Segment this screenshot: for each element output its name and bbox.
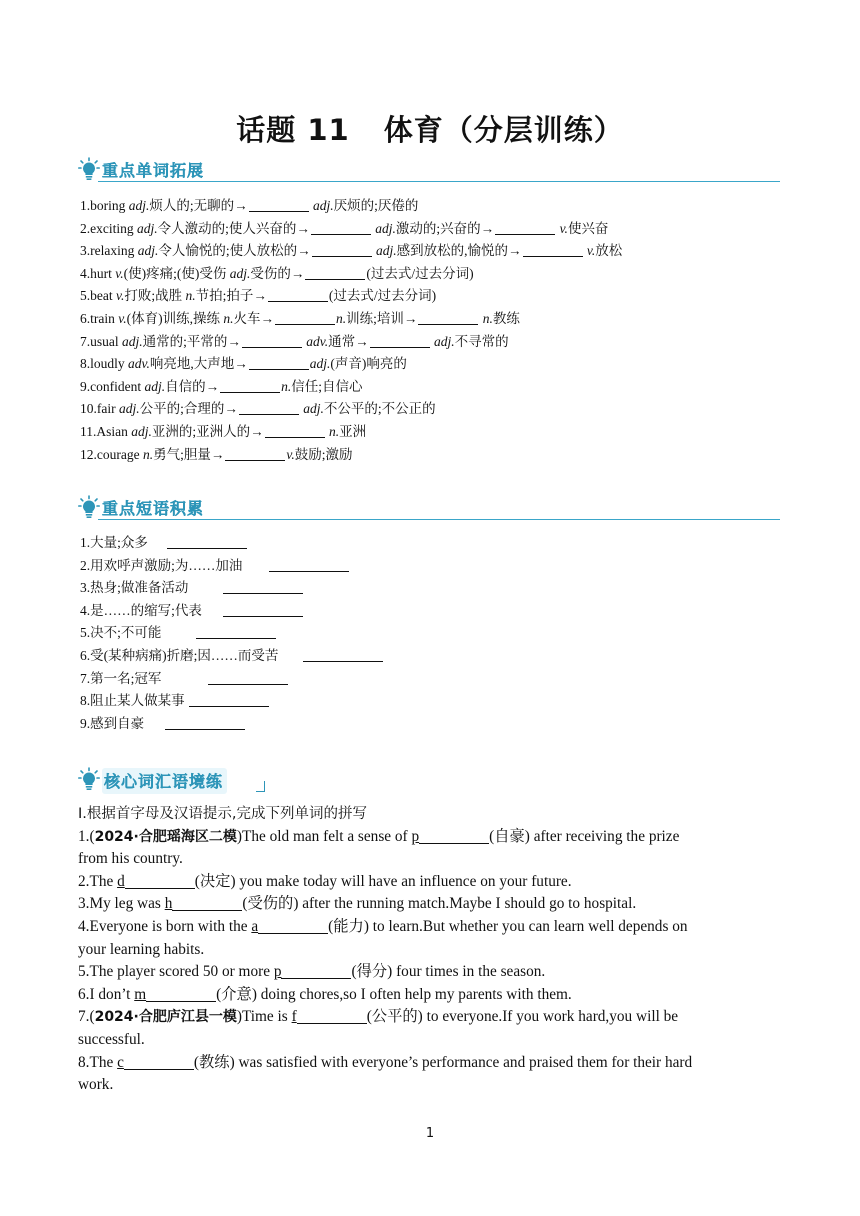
exercise-heading: Ⅰ.根据首字母及汉语提示,完成下列单词的拼写 (78, 806, 367, 822)
section-header-vocab (78, 156, 780, 184)
vocab-item: 9.confident adj.自信的→ n.信任;自信心 (80, 378, 363, 394)
answer-blank[interactable] (258, 917, 328, 934)
exercise-item: 1.(2024·合肥瑶海区二模)The old man felt a sense of p (自豪) after receiving the prize from his country. (78, 827, 680, 868)
vocab-item: 6.train v.(体育)训练,操练 n.火车→ n.训练;培训→ n.教练 (80, 310, 520, 326)
answer-blank[interactable] (125, 872, 195, 889)
phrase-item: 5.决不;不可能 (80, 622, 384, 645)
vocab-item: 8.loudly adv.响亮地,大声地→ adj.(声音)响亮的 (80, 356, 407, 372)
section-header-practice (78, 766, 268, 794)
answer-blank[interactable] (281, 962, 351, 979)
lightbulb-icon (78, 495, 100, 519)
vocab-item: 7.usual adj.通常的;平常的→ adv.通常→ adj.不寻常的 (80, 333, 509, 349)
vocab-item: 10.fair adj.公平的;合理的→ adj.不公平的;不公正的 (80, 401, 436, 417)
section-corner-mark (256, 781, 265, 792)
page-title: 话题 11 体育（分层训练） (236, 113, 624, 147)
exercise-item: 8.The c (教练) was satisfied with everyone’s performance and praised them for their hard work. (78, 1053, 693, 1094)
vocab-list (80, 195, 622, 466)
section-divider (98, 519, 780, 520)
section-header-phrases (78, 494, 780, 522)
exercise-block (78, 803, 778, 1097)
vocab-item: 11.Asian adj.亚洲的;亚洲人的→ n.亚洲 (80, 423, 367, 439)
phrase-item: 8.阻止某人做某事 (80, 690, 384, 713)
vocab-item: 2.exciting adj.令人激动的;使人兴奋的→ adj.激动的;兴奋的→ v.使兴奋 (80, 220, 609, 236)
section-title: 重点单词拓展 (102, 161, 205, 180)
vocab-item: 12.courage n.勇气;胆量→ v.鼓励;激励 (80, 446, 353, 462)
phrase-item: 1.大量;众多 (80, 532, 384, 555)
phrase-item: 9.感到自豪 (80, 713, 384, 736)
answer-blank[interactable] (419, 827, 489, 844)
vocab-item: 4.hurt v.(使)疼痛;(使)受伤 adj.受伤的→ (过去式/过去分词) (80, 265, 474, 281)
answer-blank[interactable] (124, 1053, 194, 1070)
phrase-item: 2.用欢呼声激励;为……加油 (80, 555, 384, 578)
answer-blank[interactable] (172, 894, 242, 911)
phrase-item: 3.热身;做准备活动 (80, 577, 384, 600)
vocab-item: 5.beat v.打败;战胜 n.节拍;拍子→ (过去式/过去分词) (80, 288, 437, 304)
lightbulb-icon (78, 767, 100, 791)
answer-blank[interactable] (297, 1007, 367, 1024)
section-title: 核心词汇语境练 (102, 768, 227, 794)
phrase-item: 6.受(某种病痛)折磨;因……而受苦 (80, 645, 384, 668)
page-number: 1 (425, 1126, 435, 1141)
exercise-item: 5.The player scored 50 or more p (得分) four times in the season. (78, 963, 546, 981)
exercise-item: 6.I don’t m (介意) doing chores,so I often help my parents with them. (78, 985, 572, 1003)
vocab-item: 1.boring adj.烦人的;无聊的→ adj.厌烦的;厌倦的 (80, 198, 419, 213)
phrase-item: 7.第一名;冠军 (80, 668, 384, 691)
lightbulb-icon (78, 157, 100, 181)
phrase-item: 4.是……的缩写;代表 (80, 600, 384, 623)
exercise-item: 7.(2024·合肥庐江县一模)Time is f (公平的) to everyone.If you work hard,you will be successful. (78, 1008, 679, 1048)
exercise-item: 2.The d (决定) you make today will have an influence on your future. (78, 872, 572, 890)
section-divider (98, 181, 780, 182)
answer-blank[interactable] (146, 985, 216, 1002)
exercise-item: 4.Everyone is born with the a (能力) to learn.But whether you can learn well depends on your learning habits. (78, 917, 688, 958)
section-title: 重点短语积累 (102, 499, 205, 518)
exercise-item: 3.My leg was h (受伤的) after the running match.Maybe I should go to hospital. (78, 895, 637, 913)
vocab-item: 3.relaxing adj.令人愉悦的;使人放松的→ adj.感到放松的,愉悦的→ v.放松 (80, 243, 623, 259)
phrase-list (80, 532, 384, 735)
